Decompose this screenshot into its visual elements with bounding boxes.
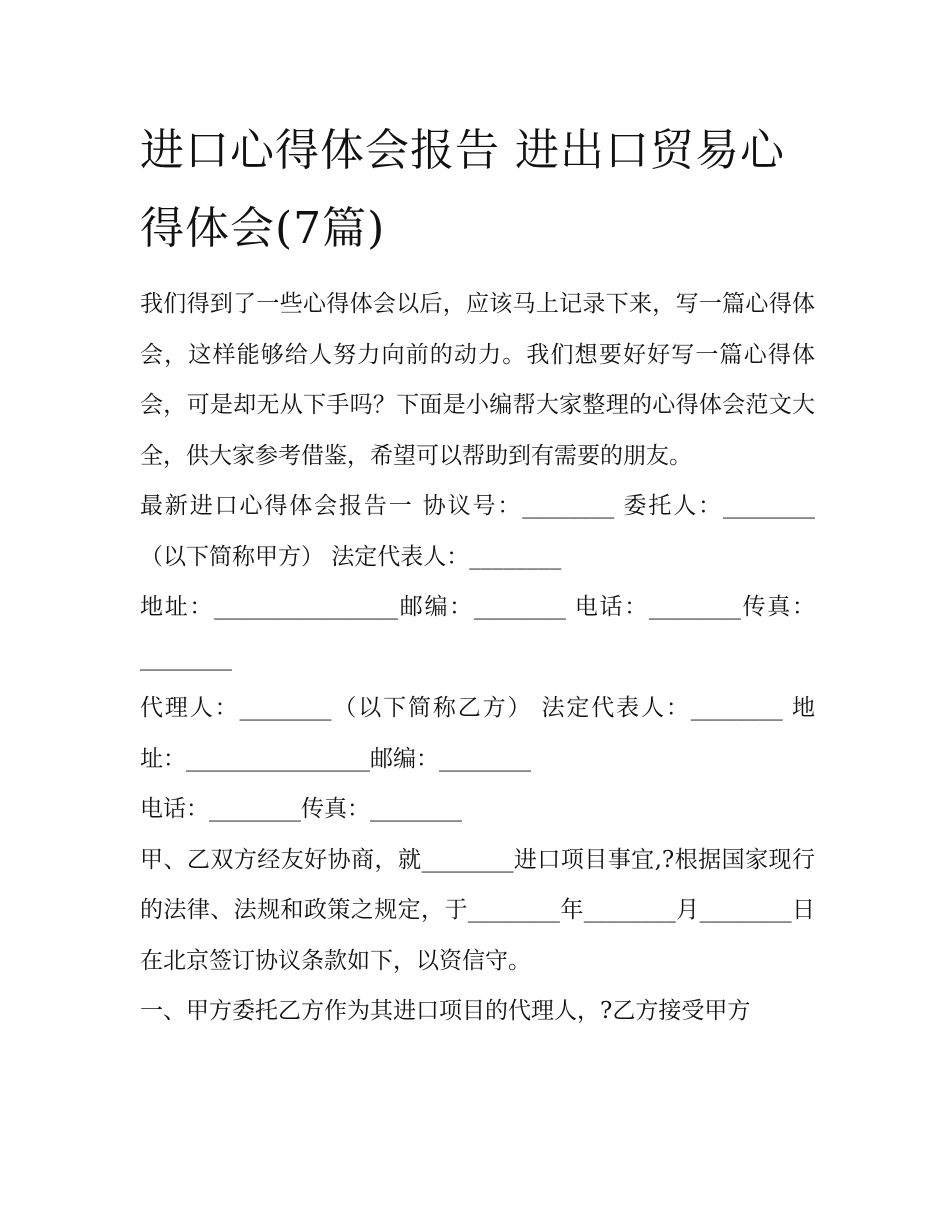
agent-contact-line: 电话：________传真：________: [140, 796, 462, 822]
intro-paragraph: 我们得到了一些心得体会以后，应该马上记录下来，写一篇心得体会，这样能够给人努力向前的动力。我们想要好好写一篇心得体会，可是却无从下手吗？下面是小编帮大家整理的心得体会范文大全，供大家参考借鉴，希望可以帮助到有需要的朋友。: [140, 291, 815, 469]
clause-one-paragraph: 一、甲方委托乙方作为其进口项目的代理人，?乙方接受甲方: [140, 998, 751, 1024]
section-heading-line: 最新进口心得体会报告一 协议号：________ 委托人：________（以下简称甲方） 法定代表人：________: [140, 493, 815, 570]
agent-line: 代理人：________（以下简称乙方） 法定代表人：________ 地址：________________邮编：________: [140, 695, 815, 772]
document-body: [140, 279, 815, 1037]
agreement-intro-paragraph: 甲、乙双方经友好协商，就________进口项目事宜,?根据国家现行的法律、法规和政策之规定，于________年________月________日在北京签订协议条款如下，以资信守。: [140, 846, 815, 974]
client-contact-line: 地址：________________邮编：________ 电话：________传真：________: [140, 594, 815, 671]
document-title: 进口心得体会报告 进出口贸易心得体会(7篇): [140, 125, 785, 254]
